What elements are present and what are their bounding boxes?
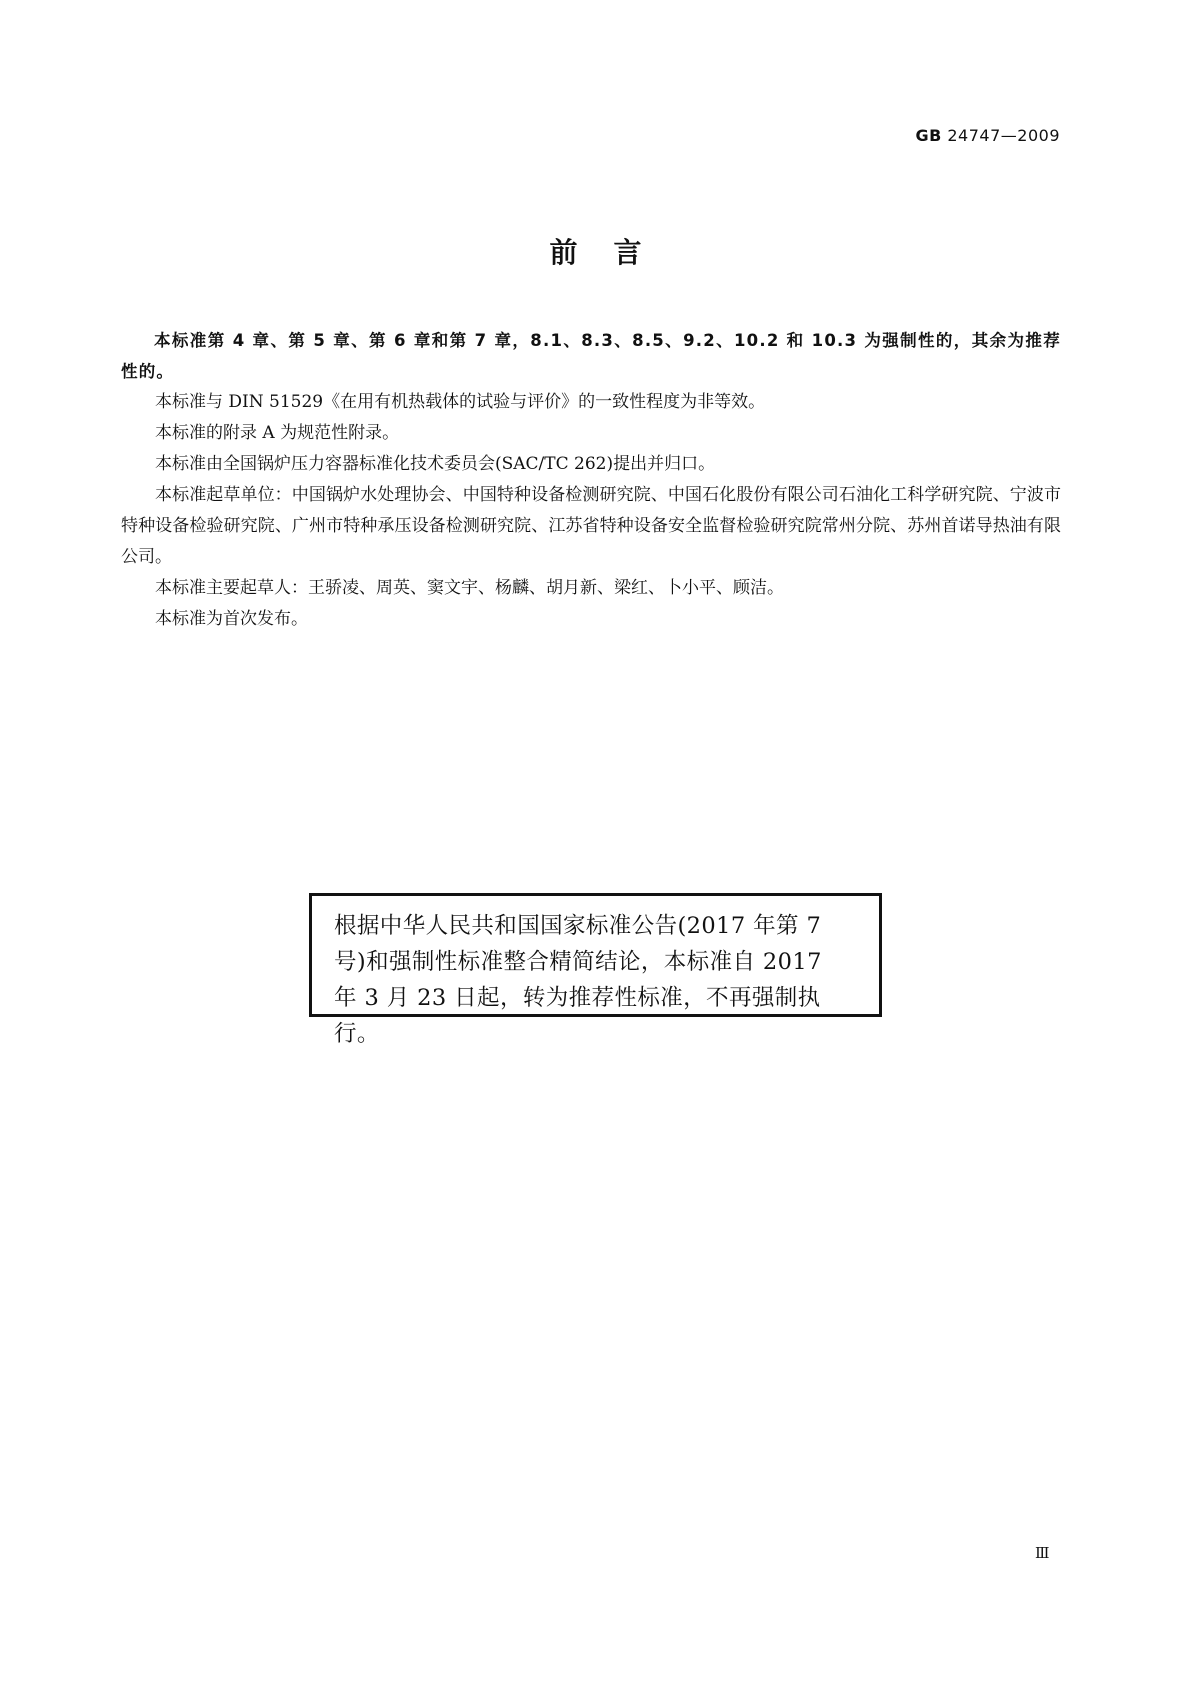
standard-number: 24747—2009 (947, 126, 1060, 145)
notice-line: 号)和强制性标准整合精简结论，本标准自 2017 (334, 949, 822, 975)
foreword-body (121, 325, 1061, 635)
page-title: 前言 (549, 236, 678, 269)
paragraph-drafters: 本标准主要起草人：王骄凌、周英、窦文宇、杨麟、胡月新、梁红、卜小平、顾洁。 (155, 578, 784, 598)
notice-line: 年 3 月 23 日起，转为推荐性标准，不再强制执行。 (334, 985, 821, 1047)
paragraph-appendix: 本标准的附录 A 为规范性附录。 (155, 423, 400, 443)
page-number: Ⅲ (1035, 1544, 1050, 1562)
standard-code (915, 126, 1060, 145)
standard-prefix: GB (915, 126, 942, 145)
paragraph-first-release: 本标准为首次发布。 (155, 609, 308, 629)
paragraph-consistency: 本标准与 DIN 51529《在用有机热载体的试验与评价》的一致性程度为非等效。 (155, 392, 766, 412)
notice-line: 根据中华人民共和国国家标准公告(2017 年第 7 (334, 913, 822, 939)
paragraph-proposer: 本标准由全国锅炉压力容器标准化技术委员会(SAC/TC 262)提出并归口。 (155, 454, 716, 474)
paragraph-mandatory-clauses: 本标准第 4 章、第 5 章、第 6 章和第 7 章，8.1、8.3、8.5、9.2、10.2 和 10.3 为强制性的，其余为推荐性的。 (121, 331, 1061, 381)
paragraph-drafting-units: 本标准起草单位：中国锅炉水处理协会、中国特种设备检测研究院、中国石化股份有限公司石油化工科学研究院、宁波市特种设备检验研究院、广州市特种承压设备检测研究院、江苏省特种设备安全监督检验研究院常州分院、苏州首诺导热油有限公司。 (121, 485, 1061, 567)
notice-box (309, 893, 882, 1047)
